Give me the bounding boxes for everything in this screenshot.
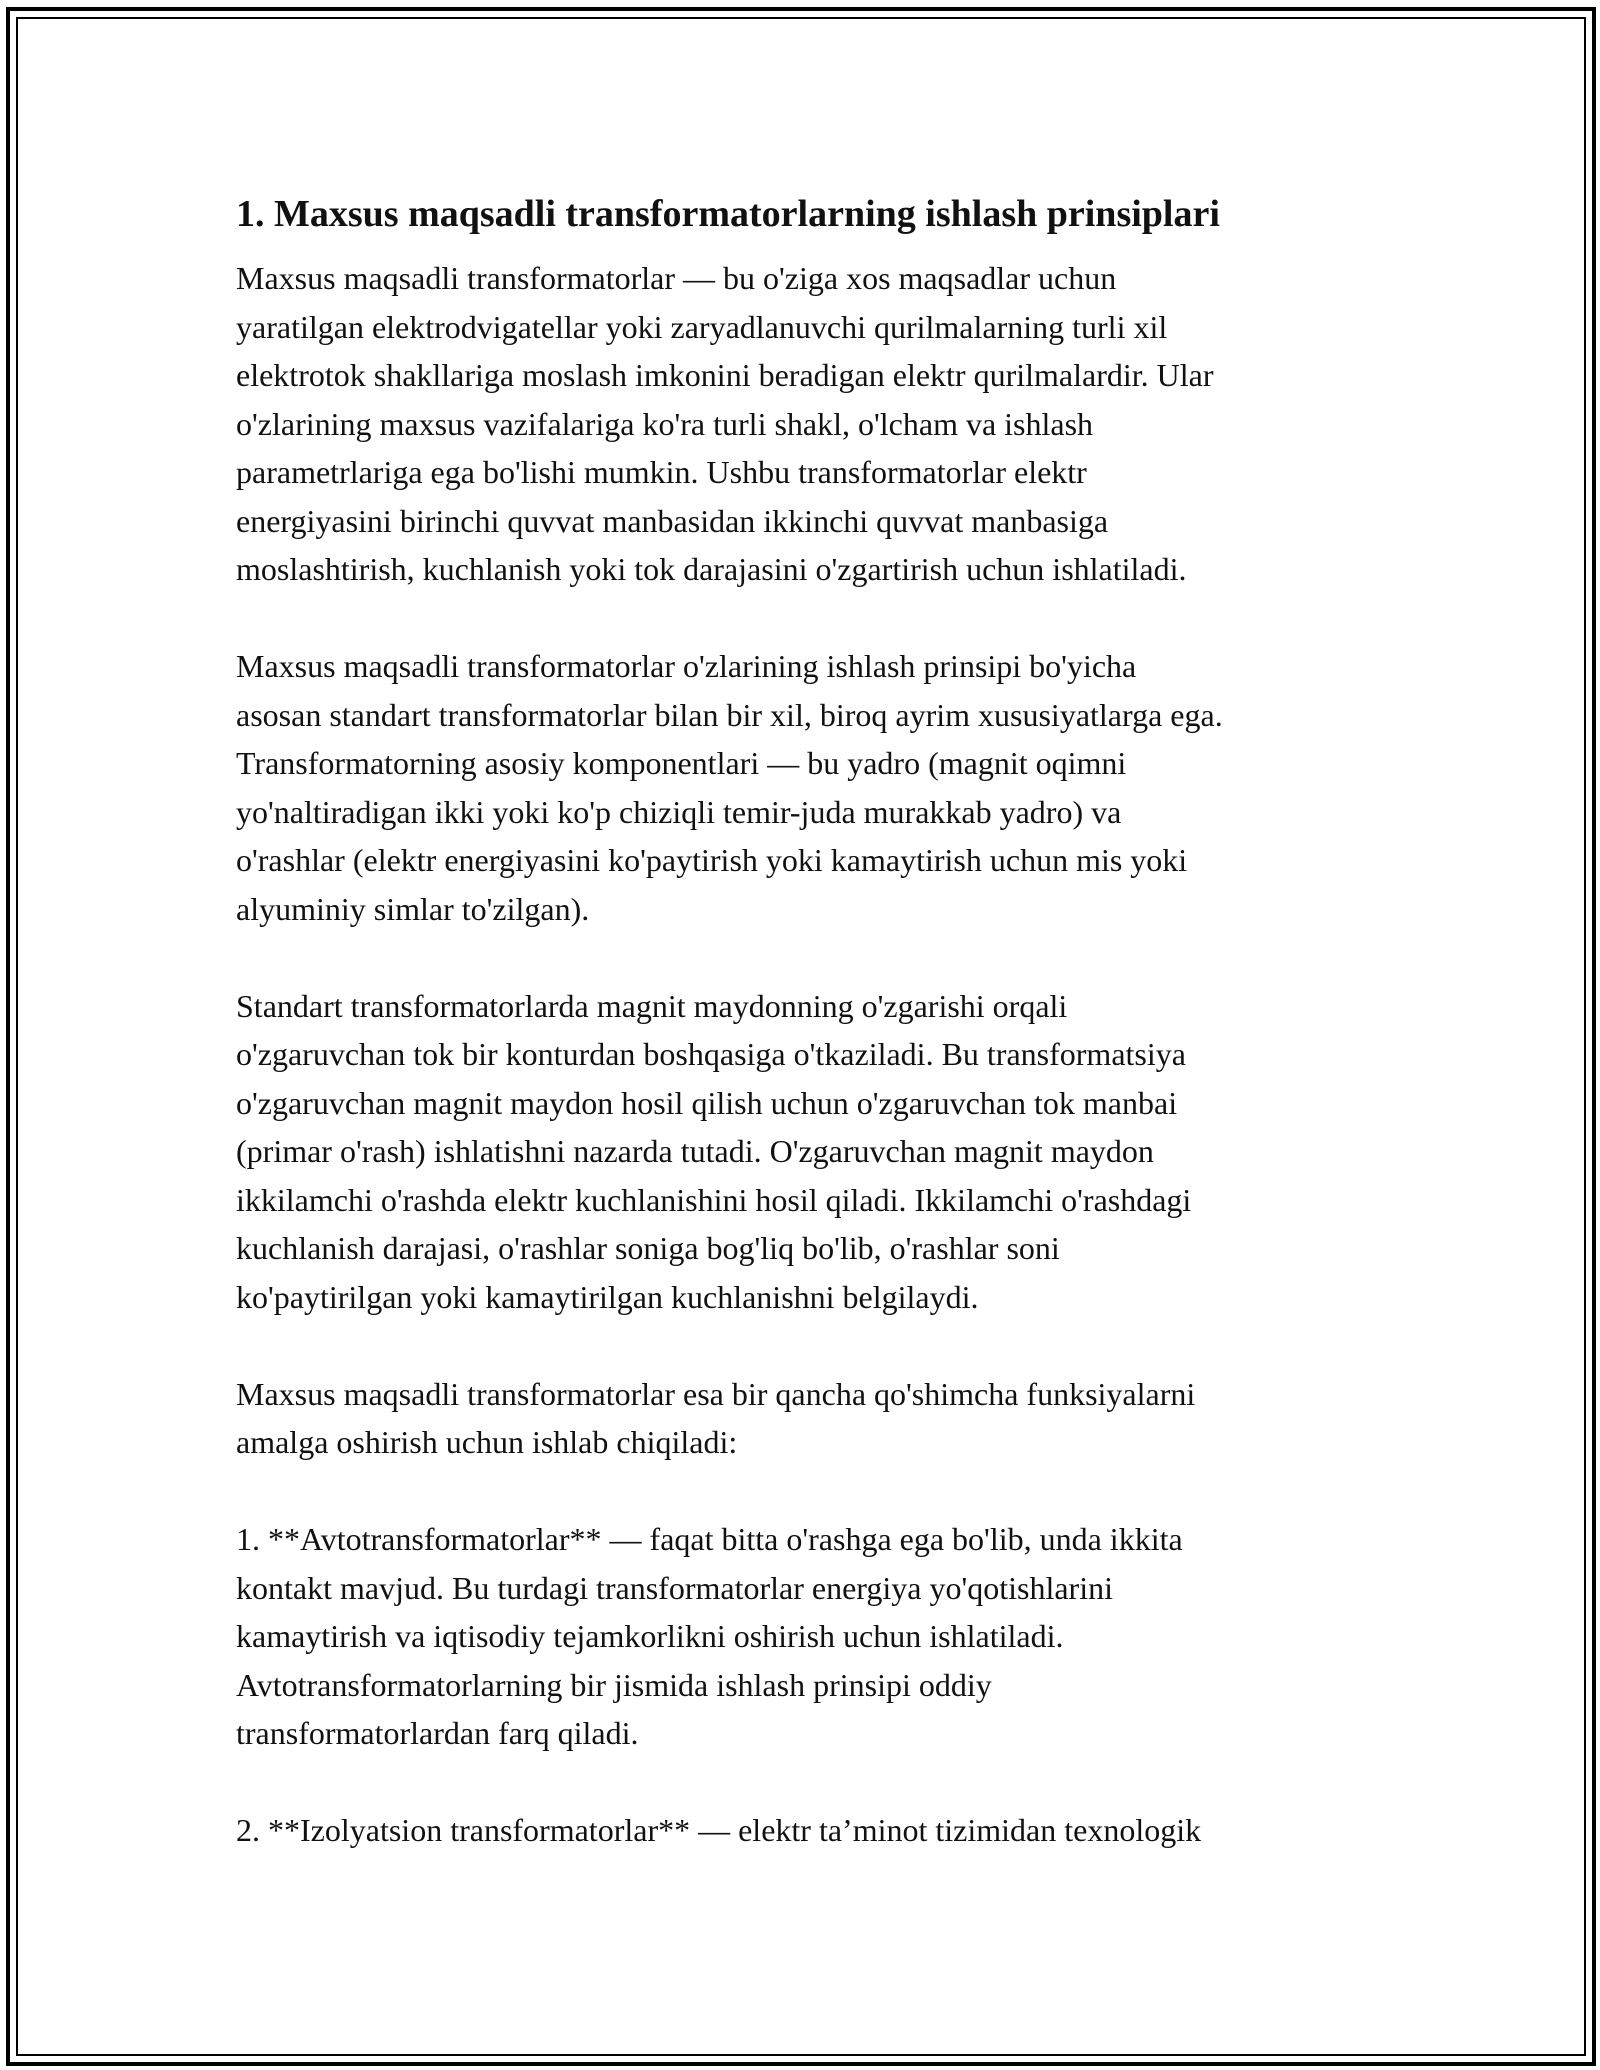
text-line: kontakt mavjud. Bu turdagi transformatorlar energiya yo'qotishlarini bbox=[236, 1569, 1113, 1606]
text-line: o'zlarining maxsus vazifalariga ko'ra turli shakl, o'lcham va ishlash bbox=[236, 405, 1094, 442]
text-line: kamaytirish va iqtisodiy tejamkorlikni oshirish uchun ishlatiladi. bbox=[236, 1618, 1064, 1654]
paragraph-2 bbox=[236, 642, 1376, 933]
text-line: Maxsus maqsadli transformatorlar esa bir qancha qo'shimcha funksiyalarni bbox=[236, 1375, 1196, 1412]
text-line: Standart transformatorlarda magnit maydonning o'zgarishi orqali bbox=[236, 987, 1068, 1024]
text-line: 1. **Avtotransformatorlar** — faqat bitta o'rashga ega bo'lib, unda ikkita bbox=[236, 1521, 1183, 1557]
text-line: Maxsus maqsadli transformatorlar o'zlarining ishlash prinsipi bo'yicha bbox=[236, 648, 1137, 684]
text-line: (primar o'rash) ishlatishni nazarda tutadi. O'zgaruvchan magnit maydon bbox=[236, 1133, 1154, 1169]
text-line: yo'naltiradigan ikki yoki ko'p chiziqli temir-juda murakkab yadro) va bbox=[236, 793, 1122, 830]
text-line: o'zgaruvchan magnit maydon hosil qilish uchun o'zgaruvchan tok manbai bbox=[236, 1084, 1178, 1121]
paragraph-1 bbox=[236, 254, 1376, 594]
text-line: asosan standart transformatorlar bilan bir xil, biroq ayrim xususiyatlarga ega. bbox=[236, 696, 1223, 733]
text-line: energiyasini birinchi quvvat manbasidan ikkinchi quvvat manbasiga bbox=[236, 502, 1109, 539]
paragraph-4 bbox=[236, 1370, 1376, 1467]
text-line: amalga oshirish uchun ishlab chiqiladi: bbox=[236, 1424, 738, 1460]
text-line: Maxsus maqsadli transformatorlar — bu o'ziga xos maqsadlar uchun bbox=[236, 260, 1117, 296]
text-line: Transformatorning asosiy komponentlari — bu yadro (magnit oqimni bbox=[236, 745, 1127, 781]
text-line: alyuminiy simlar to'zilgan). bbox=[236, 890, 590, 927]
text-line: o'zgaruvchan tok bir konturdan boshqasiga o'tkaziladi. Bu transformatsiya bbox=[236, 1036, 1186, 1072]
text-line: kuchlanish darajasi, o'rashlar soniga bog'liq bo'lib, o'rashlar soni bbox=[236, 1230, 1060, 1266]
section-heading: 1. Maxsus maqsadli transformatorlarning ishlash prinsiplari bbox=[236, 193, 1220, 235]
text-line: ko'paytirilgan yoki kamaytirilgan kuchlanishni belgilaydi. bbox=[236, 1278, 979, 1315]
text-line: 2. **Izolyatsion transformatorlar** — elektr ta’minot tizimidan texnologik bbox=[236, 1812, 1202, 1848]
text-line: o'rashlar (elektr energiyasini ko'paytirish yoki kamaytirish uchun mis yoki bbox=[236, 842, 1188, 878]
text-line: yaratilgan elektrodvigatellar yoki zaryadlanuvchi qurilmalarning turli xil bbox=[236, 308, 1168, 345]
paragraph-3 bbox=[236, 982, 1376, 1322]
document-body bbox=[236, 186, 1376, 1903]
text-line: ikkilamchi o'rashda elektr kuchlanishini hosil qiladi. Ikkilamchi o'rashdagi bbox=[236, 1181, 1192, 1218]
list-item-isolation-transformers bbox=[236, 1806, 1376, 1855]
text-line: parametrlariga ega bo'lishi mumkin. Ushbu transformatorlar elektr bbox=[236, 454, 1087, 490]
text-line: Avtotransformatorlarning bir jismida ishlash prinsipi oddiy bbox=[236, 1666, 992, 1703]
text-line: elektrotok shakllariga moslash imkonini beradigan elektr qurilmalardir. Ular bbox=[236, 357, 1214, 393]
list-item-autotransformers bbox=[236, 1515, 1376, 1758]
text-line: transformatorlardan farq qiladi. bbox=[236, 1715, 639, 1751]
text-line: moslashtirish, kuchlanish yoki tok darajasini o'zgartirish uchun ishlatiladi. bbox=[236, 551, 1187, 587]
